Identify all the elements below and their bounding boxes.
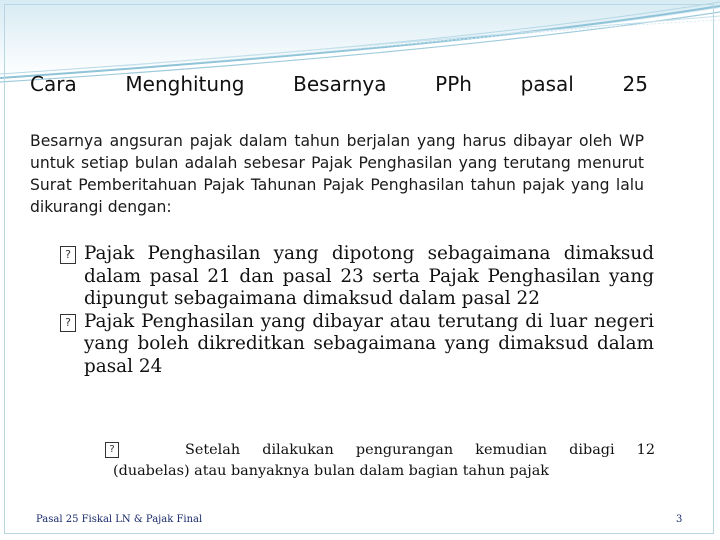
sub-bullet-text-line1: Setelah dilakukan pengurangan kemudian dibagi 12 bbox=[185, 442, 655, 458]
title-word: Menghitung bbox=[125, 72, 245, 96]
bullet-text: Pajak Penghasilan yang dipotong sebagaimana dimaksud dalam pasal 21 dan pasal 23 serta Pajak Penghasilan yang dipungut sebagaimana dimaksud dalam pasal 22 bbox=[84, 243, 654, 310]
footer-text: Pasal 25 Fiskal LN & Pajak Final bbox=[36, 514, 203, 525]
title-word: 25 bbox=[622, 72, 648, 96]
title-word: Cara bbox=[30, 72, 77, 96]
missing-glyph-bullet-icon: ? bbox=[105, 442, 119, 458]
list-item bbox=[60, 243, 654, 311]
title-word: pasal bbox=[520, 72, 574, 96]
slide-title bbox=[30, 72, 648, 96]
page-number: 3 bbox=[676, 514, 683, 525]
bullet-text: Pajak Penghasilan yang dibayar atau terutang di luar negeri yang boleh dikreditkan sebagaimana yang dimaksud dalam pasal 24 bbox=[84, 310, 654, 377]
title-word: Besarnya bbox=[293, 72, 387, 96]
missing-glyph-bullet-icon: ? bbox=[60, 246, 76, 264]
sub-bullet-text-line2: (duabelas) atau banyaknya bulan dalam bagian tahun pajak bbox=[113, 463, 550, 479]
bullet-list bbox=[60, 243, 654, 379]
missing-glyph-bullet-icon: ? bbox=[60, 314, 76, 332]
sub-bullet bbox=[95, 440, 655, 482]
intro-paragraph: Besarnya angsuran pajak dalam tahun berjalan yang harus dibayar oleh WP untuk setiap bulan adalah sebesar Pajak Penghasilan yang terutang menurut Surat Pemberitahuan Pajak Tahunan Pajak Penghasilan tahun pajak yang lalu dikurangi dengan: bbox=[30, 132, 644, 216]
list-item bbox=[60, 311, 654, 379]
title-word: PPh bbox=[435, 72, 472, 96]
